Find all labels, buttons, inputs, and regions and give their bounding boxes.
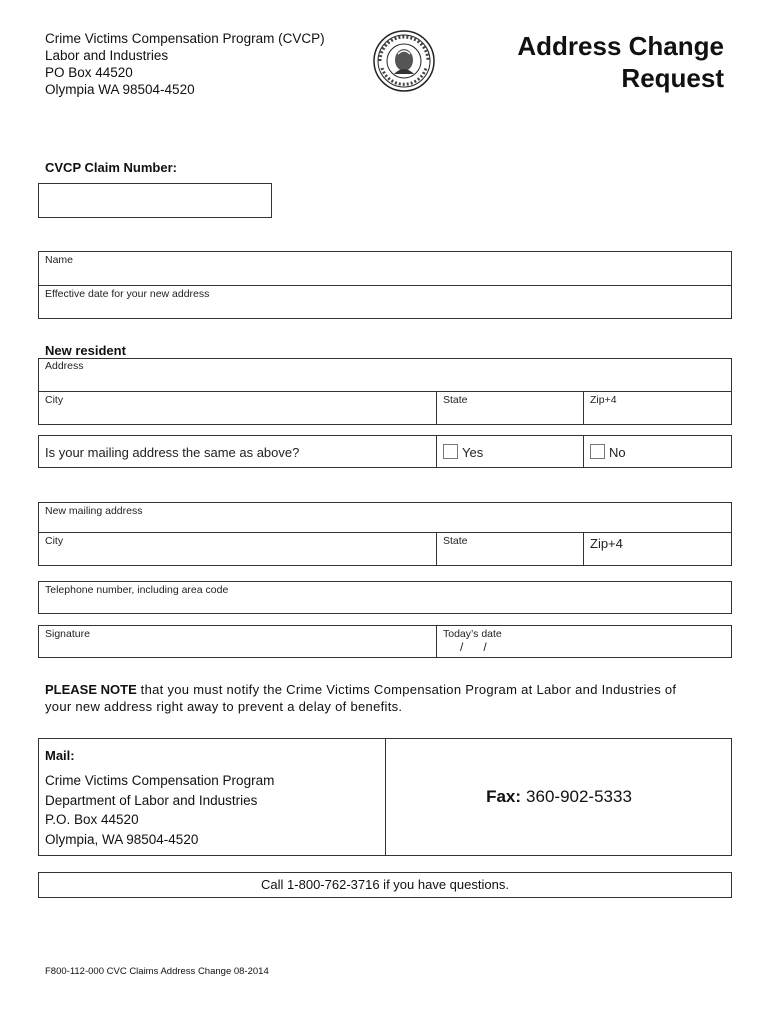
mailing-zip-label: Zip+4 <box>590 536 623 551</box>
form-title-line2: Request <box>621 63 724 93</box>
contact-box <box>38 738 732 856</box>
residence-address-label: Address <box>45 360 84 372</box>
residence-city-field[interactable] <box>38 391 437 425</box>
new-resident-heading: New resident <box>45 343 126 358</box>
fax-label: Fax: <box>486 787 522 806</box>
mailing-city-label: City <box>45 535 64 547</box>
mailing-state-label: State <box>443 535 468 547</box>
please-note-text: that you must notify the Crime Victims Compensation Program at Labor and Industries of your new address right away to prevent a delay of benefits. <box>45 682 677 714</box>
yes-label: Yes <box>462 445 484 460</box>
no-label: No <box>609 445 626 460</box>
form-id-footer: F800-112-000 CVC Claims Address Change 08-2014 <box>45 966 269 977</box>
signature-label: Signature <box>45 628 90 640</box>
form-title <box>517 30 724 94</box>
call-info: Call 1-800-762-3716 if you have questions. <box>38 872 732 898</box>
mailing-state-field[interactable] <box>436 532 584 566</box>
mail-line: Olympia, WA 98504-4520 <box>45 831 199 847</box>
state-seal-logo <box>372 28 436 94</box>
residence-address-field[interactable] <box>38 358 732 392</box>
residence-state-label: State <box>443 394 468 406</box>
mailing-same-question-text: Is your mailing address the same as above? <box>45 445 300 460</box>
mail-line: Crime Victims Compensation Program <box>45 773 275 788</box>
please-note-paragraph <box>45 681 695 715</box>
please-note-bold: PLEASE NOTE <box>45 682 137 697</box>
no-checkbox[interactable] <box>590 444 605 459</box>
agency-line: Crime Victims Compensation Program (CVCP) <box>45 31 325 46</box>
agency-line: Olympia WA 98504-4520 <box>45 82 195 97</box>
mailing-same-question <box>38 435 437 468</box>
claim-number-input[interactable] <box>38 183 272 218</box>
name-field[interactable] <box>38 251 732 286</box>
mail-heading: Mail: <box>45 748 75 763</box>
telephone-field[interactable] <box>38 581 732 614</box>
fax-number: 360-902-5333 <box>526 787 632 806</box>
effective-date-label: Effective date for your new address <box>45 288 210 300</box>
claim-number-label: CVCP Claim Number: <box>45 160 177 175</box>
residence-state-field[interactable] <box>436 391 584 425</box>
agency-line: PO Box 44520 <box>45 65 133 80</box>
mail-address <box>45 771 274 849</box>
todays-date-field[interactable] <box>436 625 732 658</box>
mailing-address-field[interactable] <box>38 502 732 533</box>
mailing-zip-field[interactable] <box>583 532 732 566</box>
mailing-same-yes[interactable] <box>436 435 584 468</box>
residence-city-label: City <box>45 394 64 406</box>
name-label: Name <box>45 254 74 266</box>
date-slashes: / / <box>460 640 487 654</box>
yes-option <box>443 444 483 460</box>
mail-section <box>39 739 386 855</box>
signature-field[interactable] <box>38 625 437 658</box>
mailing-city-field[interactable] <box>38 532 437 566</box>
effective-date-field[interactable] <box>38 285 732 319</box>
form-title-line1: Address Change <box>517 31 724 61</box>
mail-line: P.O. Box 44520 <box>45 812 139 828</box>
residence-zip-field[interactable] <box>583 391 732 425</box>
no-option <box>590 444 626 460</box>
residence-zip-label: Zip+4 <box>590 394 617 406</box>
todays-date-label: Today’s date <box>443 628 502 640</box>
fax-section <box>386 739 732 855</box>
telephone-label: Telephone number, including area code <box>45 584 229 596</box>
yes-checkbox[interactable] <box>443 444 458 459</box>
agency-line: Labor and Industries <box>45 48 169 63</box>
agency-address <box>45 30 325 98</box>
mailing-same-no[interactable] <box>583 435 732 468</box>
mail-line: Department of Labor and Industries <box>45 792 258 808</box>
mailing-address-label: New mailing address <box>45 505 143 517</box>
